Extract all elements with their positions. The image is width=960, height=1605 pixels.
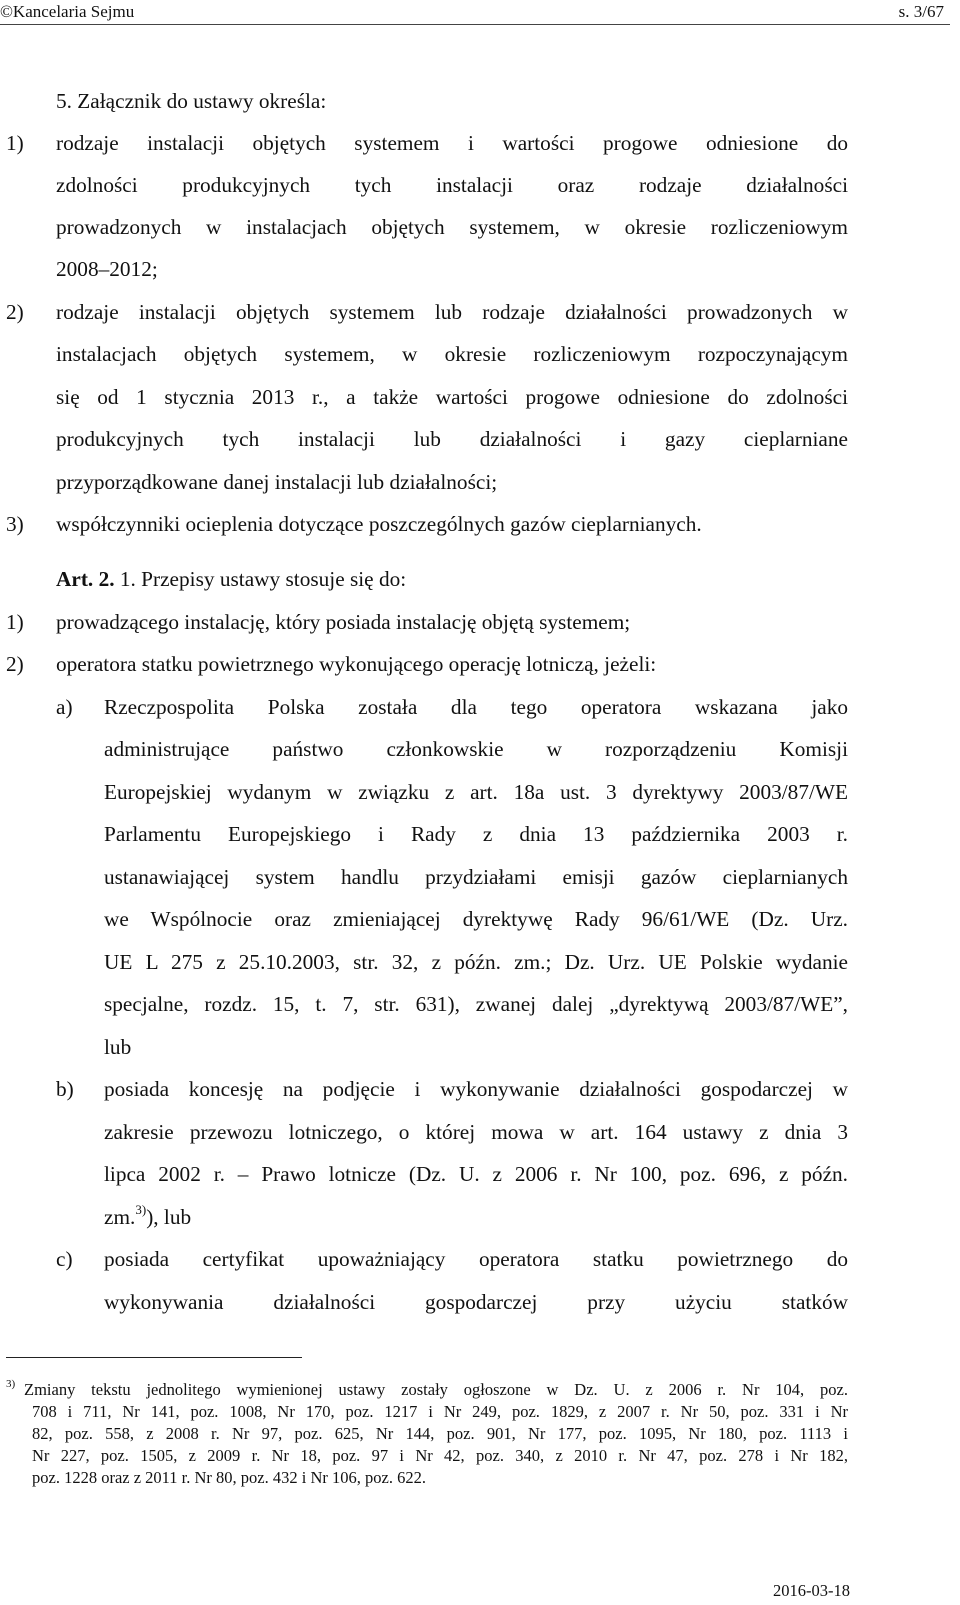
footnote-marker: 3)	[6, 1378, 16, 1390]
footnote-rule	[6, 1357, 302, 1358]
text-line: Parlamentu Europejskiego i Rady z dnia 13 października 2003 r.	[104, 822, 848, 846]
subitem-letter: a)	[56, 695, 73, 719]
subitem-letter: b)	[56, 1077, 74, 1101]
text-line: Rzeczpospolita Polska została dla tego operatora wskazana jako	[104, 695, 848, 719]
section-5-intro: 5. Załącznik do ustawy określa:	[56, 89, 327, 113]
text-line: posiada koncesję na podjęcie i wykonywanie działalności gospodarczej w	[104, 1077, 848, 1101]
text-line: wykonywania działalności gospodarczej przy użyciu statków	[104, 1290, 848, 1314]
article-heading	[56, 565, 406, 593]
text-line: rodzaje instalacji objętych systemem i wartości progowe odniesione do	[56, 131, 848, 155]
item-number: 2)	[6, 300, 24, 324]
footnote-line: Nr 227, poz. 1505, z 2009 r. Nr 18, poz. 97 i Nr 42, poz. 340, z 2010 r. Nr 47, poz. 278 i Nr 182,	[32, 1446, 848, 1465]
text-line: prowadzącego instalację, który posiada instalację objętą systemem;	[56, 610, 631, 634]
item-number: 1)	[6, 610, 24, 634]
text-line: administrujące państwo członkowskie w rozporządzeniu Komisji	[104, 737, 848, 761]
text-line: przyporządkowane danej instalacji lub działalności;	[56, 470, 498, 494]
text-line: współczynniki ocieplenia dotyczące poszczególnych gazów cieplarnianych.	[56, 512, 702, 536]
text-line: lub	[104, 1035, 132, 1059]
text-line: rodzaje instalacji objętych systemem lub rodzaje działalności prowadzonych w	[56, 300, 848, 324]
text-line	[104, 1203, 191, 1231]
text-line: we Wspólnocie oraz zmieniającej dyrektywę Rady 96/61/WE (Dz. Urz.	[104, 907, 848, 931]
footnote-line: Zmiany tekstu jednolitego wymienionej ustawy zostały ogłoszone w Dz. U. z 2006 r. Nr 104, poz.	[24, 1380, 848, 1399]
text-line: specjalne, rozdz. 15, t. 7, str. 631), zwanej dalej „dyrektywą 2003/87/WE”,	[104, 992, 848, 1016]
header-rule	[0, 24, 950, 25]
text-line: lipca 2002 r. – Prawo lotnicze (Dz. U. z 2006 r. Nr 100, poz. 696, z późn.	[104, 1162, 848, 1186]
header-source: ©Kancelaria Sejmu	[0, 2, 135, 21]
text-line: operatora statku powietrznego wykonującego operację lotniczą, jeżeli:	[56, 652, 657, 676]
text-line: się od 1 stycznia 2013 r., a także wartości progowe odniesione do zdolności	[56, 385, 848, 409]
subitem-letter: c)	[56, 1247, 73, 1271]
text-fragment: zm.	[104, 1205, 136, 1229]
item-number: 1)	[6, 131, 24, 155]
text-line: UE L 275 z 25.10.2003, str. 32, z późn. zm.; Dz. Urz. UE Polskie wydanie	[104, 950, 848, 974]
footnote-line: poz. 1228 oraz z 2011 r. Nr 80, poz. 432 i Nr 106, poz. 622.	[32, 1468, 426, 1487]
text-line: instalacjach objętych systemem, w okresie rozliczeniowym rozpoczynającym	[56, 342, 848, 366]
text-line: posiada certyfikat upoważniający operatora statku powietrznego do	[104, 1247, 848, 1271]
item-number: 2)	[6, 652, 24, 676]
footnote-line: 708 i 711, Nr 141, poz. 1008, Nr 170, poz. 1217 i Nr 249, poz. 1829, z 2007 r. Nr 50, poz. 331 i Nr	[32, 1402, 848, 1421]
article-text: 1. Przepisy ustawy stosuje się do:	[114, 567, 407, 591]
text-line: Europejskiej wydanym w związku z art. 18a ust. 3 dyrektywy 2003/87/WE	[104, 780, 848, 804]
footnote-line: 82, poz. 558, z 2008 r. Nr 97, poz. 625, Nr 144, poz. 901, Nr 177, poz. 1095, Nr 180, poz. 1113 i	[32, 1424, 848, 1443]
text-line: produkcyjnych tych instalacji lub działalności i gazy cieplarniane	[56, 427, 848, 451]
text-line: prowadzonych w instalacjach objętych systemem, w okresie rozliczeniowym	[56, 215, 848, 239]
footer-date: 2016-03-18	[773, 1581, 850, 1600]
text-line: zakresie przewozu lotniczego, o której mowa w art. 164 ustawy z dnia 3	[104, 1120, 848, 1144]
item-number: 3)	[6, 512, 24, 536]
header-page-number: s. 3/67	[898, 2, 944, 21]
text-line: zdolności produkcyjnych tych instalacji oraz rodzaje działalności	[56, 173, 848, 197]
footnote-reference[interactable]: 3)	[135, 1201, 147, 1217]
text-line: ustanawiającej system handlu przydziałami emisji gazów cieplarnianych	[104, 865, 848, 889]
text-line: 2008–2012;	[56, 257, 158, 281]
article-label: Art. 2.	[56, 567, 115, 591]
text-fragment: ), lub	[146, 1205, 192, 1229]
